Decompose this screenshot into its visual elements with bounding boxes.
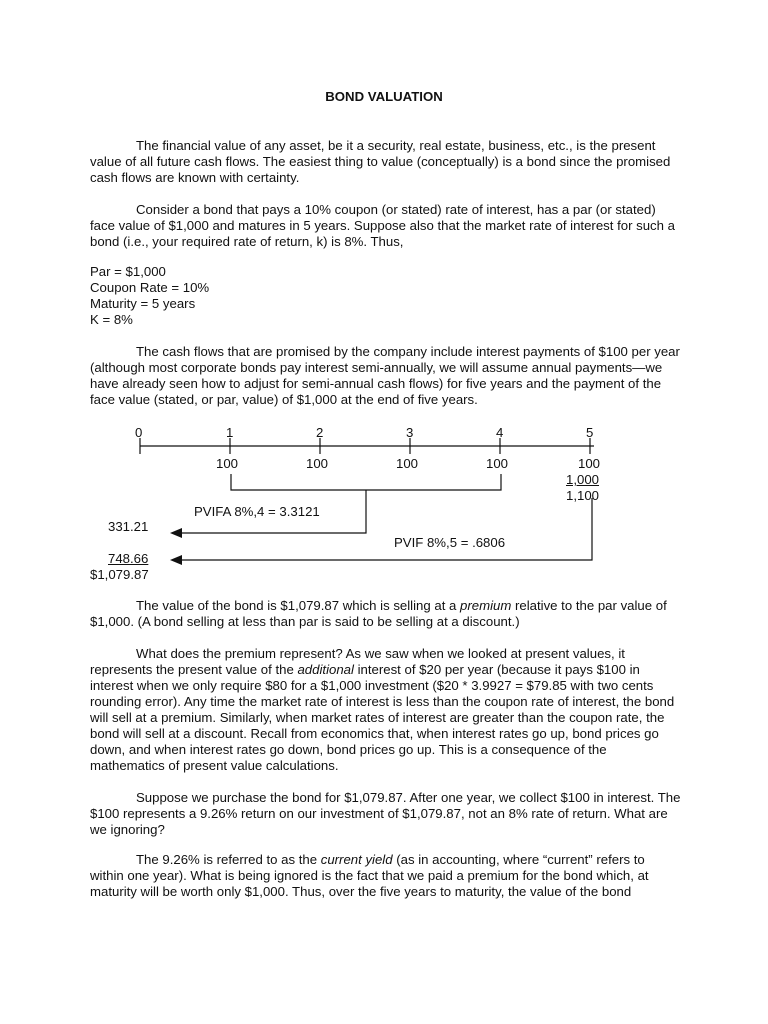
paragraph-value-premium: The value of the bond is $1,079.87 which is selling at a premium relative to the par value of $1,000. (A bond selling at less than par is said to be selling at a discount.)	[90, 598, 667, 629]
given-maturity: Maturity = 5 years	[90, 296, 196, 311]
annuity-bracket	[231, 474, 501, 490]
cash-flow-5: 100	[578, 456, 601, 471]
pv-final: 748.66	[108, 551, 149, 566]
face-value: 1,000	[566, 472, 600, 487]
paragraph-intro: The financial value of any asset, be it a security, real estate, business, etc., is the present value of all future cash flows. The easiest thing to value (conceptually) is a bond since the promised cash flows are known with certainty.	[90, 138, 671, 185]
period-label-3: 3	[406, 425, 414, 440]
cash-flow-1: 100	[216, 456, 239, 471]
final-arrowhead	[170, 555, 182, 565]
cash-flow-2: 100	[306, 456, 329, 471]
pv-annuity: 331.21	[108, 519, 149, 534]
paragraph-bond-setup: Consider a bond that pays a 10% coupon (or stated) rate of interest, has a par (or stated) face value of $1,000 and matures in 5 years. Suppose also that the market rate of interest for such a bond (i.e., your required rate of return, k) is 8%. Thus,	[90, 202, 675, 249]
paragraph-current-yield: The 9.26% is referred to as the current yield (as in accounting, where “current” refers to within one year). What is being ignored is the fact that we paid a premium for the bond which, at maturity will be worth only $1,000. Thus, over the five years to maturity, the value of the bond	[90, 852, 649, 899]
paragraph-current-return: Suppose we purchase the bond for $1,079.87. After one year, we collect $100 in interest. The $100 represents a 9.26% return on our investment of $1,079.87, not an 8% rate of return. What are we ignoring?	[90, 790, 681, 837]
given-par: Par = $1,000	[90, 264, 166, 279]
period-label-0: 0	[135, 425, 143, 440]
cash-flow-3: 100	[396, 456, 419, 471]
period-label-4: 4	[496, 425, 504, 440]
pvif-label: PVIF 8%,5 = .6806	[394, 535, 506, 550]
pv-total: $1,079.87	[90, 567, 149, 582]
pvifa-label: PVIFA 8%,4 = 3.3121	[194, 504, 320, 519]
period-label-1: 1	[226, 425, 234, 440]
paragraph-cash-flows: The cash flows that are promised by the company include interest payments of $100 per year (although most corporate bonds pay interest semi-annually, we will assume annual payments—we have already seen how to adjust for semi-annual cash flows) for five years and the payment of the face value (stated, or par, value) of $1,000 at the end of five years.	[90, 344, 680, 407]
annuity-arrowhead	[170, 528, 182, 538]
paragraph-premium-explained: What does the premium represent? As we saw when we looked at present values, it represents the present value of the additional interest of $20 per year (because it pays $100 in interest when we only require $80 for a $1,000 investment ($20 * 3.9927 = $79.85 with two cents rounding error). Any time the market rate of interest is less than the coupon rate of interest, the bond will sell at a premium. Similarly, when market rates of interest are greater than the coupon rate, the bond will sell at a discount. Recall from economics that, when interest rates go up, bond prices go down, and when interest rates go down, bond prices go up. This is a consequence of the mathematics of present value calculations.	[90, 646, 675, 773]
given-coupon-rate: Coupon Rate = 10%	[90, 280, 210, 295]
cash-flow-4: 100	[486, 456, 509, 471]
document-title: BOND VALUATION	[325, 89, 443, 104]
period-label-5: 5	[586, 425, 594, 440]
given-k: K = 8%	[90, 312, 133, 327]
final-total: 1,100	[566, 488, 600, 503]
period-label-2: 2	[316, 425, 324, 440]
